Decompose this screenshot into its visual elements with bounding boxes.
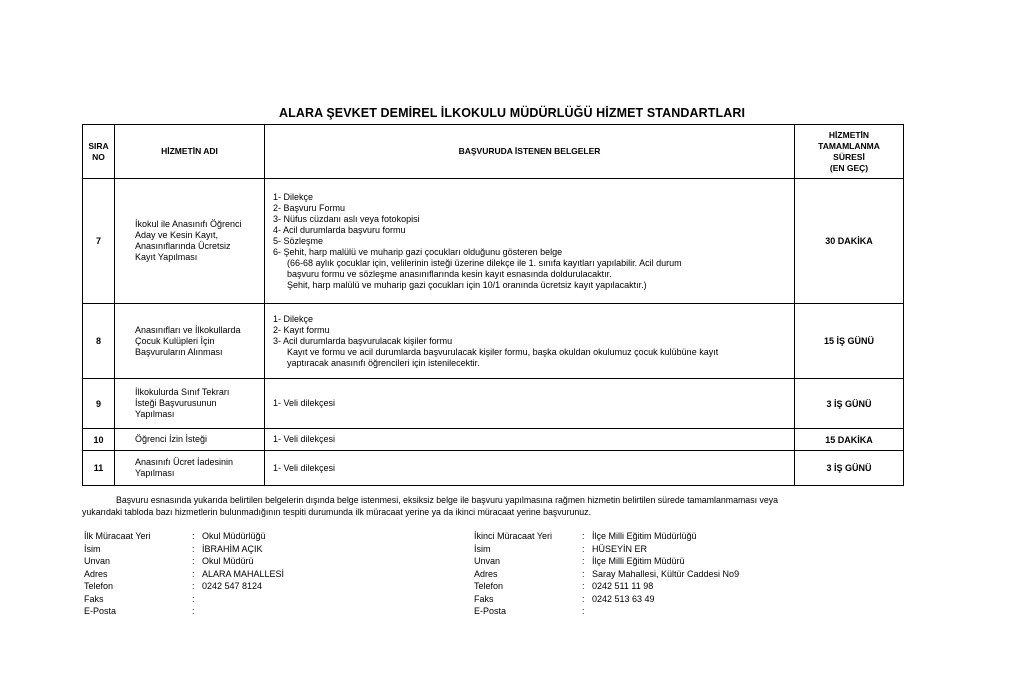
table-row [83, 304, 904, 379]
contact-label: Unvan [84, 556, 111, 566]
page-title: ALARA ŞEVKET DEMİREL İLKOKULU MÜDÜRLÜĞÜ HİZMET STANDARTLARI [278, 106, 746, 120]
contact-row [474, 568, 739, 581]
contact-separator: : [192, 556, 195, 566]
document-item: 3- Nüfus cüzdanı aslı veya fotokopisi [273, 213, 420, 224]
required-documents [265, 451, 795, 486]
contact-value: Okul Müdürü [202, 556, 254, 566]
service-name [115, 451, 265, 486]
service-name-line: İsteği Başvurusunun [135, 398, 217, 408]
contact-row [474, 530, 739, 543]
contact-value: ALARA MAHALLESİ [202, 568, 285, 579]
required-documents [265, 304, 795, 379]
footnote-line: yukarıdaki tabloda bazı hizmetlerin bulunmadığının tespiti durumunda ilk müracaat yerine ya da ikinci müracaat yerine başvurunuz. [82, 507, 592, 517]
completion-time: 15 DAKİKA [795, 429, 904, 451]
footnote-line: Başvuru esnasında yukarıda belirtilen belgelerin dışında belge istenmesi, eksiksiz belge ile başvuru yapılmasına rağmen hizmetin belirtilen sürede tamamlanmaması veya [116, 495, 779, 505]
service-name [115, 429, 265, 451]
contact-row [474, 593, 739, 606]
service-name [115, 179, 265, 304]
service-name [115, 304, 265, 379]
table-row [83, 429, 904, 451]
contact-row [84, 593, 284, 606]
contact-separator: : [582, 593, 585, 604]
document-item: Kayıt ve formu ve acil durumlarda başvurulacak kişiler formu, başka okuldan okulumuz çocuk kulübüne kayıt [287, 346, 719, 357]
completion-time: 15 İŞ GÜNÜ [795, 304, 904, 379]
contact-row [84, 555, 284, 568]
required-documents [265, 429, 795, 451]
service-standards-table [82, 124, 904, 486]
document-item: 3- Acil durumlarda başvurulacak kişiler formu [273, 335, 453, 346]
second-contact-block [474, 530, 739, 618]
contact-separator: : [582, 531, 585, 541]
service-name-line: Yapılması [135, 409, 175, 419]
contact-separator: : [192, 593, 195, 604]
service-name-line: Anasınıflarında Ücretsiz [135, 241, 231, 251]
contact-value: 0242 547 8124 [202, 581, 263, 591]
contact-separator: : [582, 568, 585, 579]
contact-label: E-Posta [84, 606, 117, 616]
document-item: (66-68 aylık çocuklar için, velilerinin isteği üzerine dilekçe ile 1. sınıfa kayıtları yapılabilir. Acil durum [287, 257, 682, 268]
document-item: 1- Dilekçe [273, 313, 314, 324]
required-documents [265, 379, 795, 429]
completion-time: 3 İŞ GÜNÜ [795, 451, 904, 486]
contact-row [474, 580, 739, 593]
contact-row [474, 555, 739, 568]
service-name-line: Aday ve Kesin Kayıt, [135, 230, 219, 240]
first-contact-block [84, 530, 284, 618]
row-number: 7 [83, 179, 115, 304]
contact-separator: : [192, 531, 195, 541]
service-name-line: Anasınıfları ve İlkokullarda [135, 324, 241, 335]
contact-value: İlçe Milli Eğitim Müdürü [592, 556, 685, 566]
header-sure: HİZMETİN TAMAMLANMA SÜRESİ (EN GEÇ) [795, 125, 904, 179]
contact-row [84, 580, 284, 593]
contact-label: İkinci Müracaat Yeri [474, 531, 553, 541]
contact-label: Faks [84, 593, 104, 604]
table-row [83, 179, 904, 304]
service-name-line: Çocuk Kulüpleri İçin [135, 335, 215, 346]
document-item: 5- Sözleşme [273, 235, 324, 246]
contact-value: 0242 511 11 98 [592, 581, 654, 591]
contact-label: İsim [84, 543, 101, 554]
service-name-line: Başvuruların Alınması [135, 346, 223, 357]
document-item: 1- Dilekçe [273, 191, 314, 202]
service-name-line: İkokul ile Anasınıfı Öğrenci [135, 219, 242, 229]
contact-separator: : [582, 543, 585, 554]
contact-row [84, 568, 284, 581]
contact-value: 0242 513 63 49 [592, 593, 655, 604]
completion-time: 30 DAKİKA [795, 179, 904, 304]
contact-value: Okul Müdürlüğü [202, 531, 266, 541]
document-item: 1- Veli dilekçesi [273, 462, 336, 473]
service-name [115, 379, 265, 429]
header-hizmet-adi: HİZMETİN ADI [115, 125, 265, 179]
contact-separator: : [192, 568, 195, 579]
document-item: 6- Şehit, harp malülü ve muharip gazi çocukları olduğunu gösteren belge [273, 246, 563, 257]
document-item: 1- Veli dilekçesi [273, 434, 336, 444]
contact-label: Telefon [84, 581, 114, 591]
document-item: 2- Başvuru Formu [273, 202, 346, 213]
table-row [83, 451, 904, 486]
document-item: başvuru formu ve sözleşme anasınıflarında kesin kayıt esnasında doldurulacaktır. [287, 268, 612, 279]
service-name-line: Yapılması [135, 468, 175, 478]
contact-value: İBRAHİM AÇIK [202, 543, 263, 554]
table-header-row [83, 125, 904, 179]
contact-separator: : [582, 581, 585, 591]
document-item: Şehit, harp malülü ve muharip gazi çocukları için 10/1 oranında ücretsiz kayıt yapılacaktır.) [287, 279, 647, 290]
header-sira-no: SIRA NO [83, 125, 115, 179]
contact-label: Telefon [474, 581, 504, 591]
contact-row [84, 543, 284, 556]
contact-label: İlk Müracaat Yeri [84, 531, 151, 541]
row-number: 8 [83, 304, 115, 379]
contact-label: E-Posta [474, 606, 507, 616]
table-row [83, 379, 904, 429]
contact-row [84, 605, 284, 618]
document-item: 1- Veli dilekçesi [273, 398, 336, 408]
contact-label: İsim [474, 543, 491, 554]
row-number: 9 [83, 379, 115, 429]
contact-label: Adres [84, 568, 108, 579]
contact-separator: : [192, 543, 195, 554]
contact-separator: : [582, 606, 585, 616]
contact-row [474, 605, 739, 618]
contact-value: İlçe Milli Eğitim Müdürlüğü [592, 531, 697, 541]
contact-value: HÜSEYİN ER [592, 543, 648, 554]
contact-label: Faks [474, 593, 494, 604]
document-item: 2- Kayıt formu [273, 324, 330, 335]
contact-separator: : [192, 606, 195, 616]
contact-label: Adres [474, 568, 498, 579]
service-name-line: İlkokulurda Sınıf Tekrarı [135, 387, 230, 397]
contact-row [474, 543, 739, 556]
contact-separator: : [192, 581, 195, 591]
contact-row [84, 530, 284, 543]
header-belgeler: BAŞVURUDA İSTENEN BELGELER [265, 125, 795, 179]
contact-label: Unvan [474, 556, 501, 566]
service-name-line: Öğrenci İzin İsteği [135, 434, 208, 444]
document-item: yaptıracak anasınıfı öğrencileri için istenilecektir. [287, 357, 480, 368]
required-documents [265, 179, 795, 304]
contact-value: Saray Mahallesi, Kültür Caddesi No9 [592, 568, 740, 579]
completion-time: 3 İŞ GÜNÜ [795, 379, 904, 429]
footnote [82, 494, 907, 518]
service-name-line: Kayıt Yapılması [135, 252, 198, 262]
row-number: 10 [83, 429, 115, 451]
row-number: 11 [83, 451, 115, 486]
service-name-line: Anasınıfı Ücret İadesinin [135, 457, 234, 467]
document-item: 4- Acil durumlarda başvuru formu [273, 224, 406, 235]
contact-separator: : [582, 556, 585, 566]
